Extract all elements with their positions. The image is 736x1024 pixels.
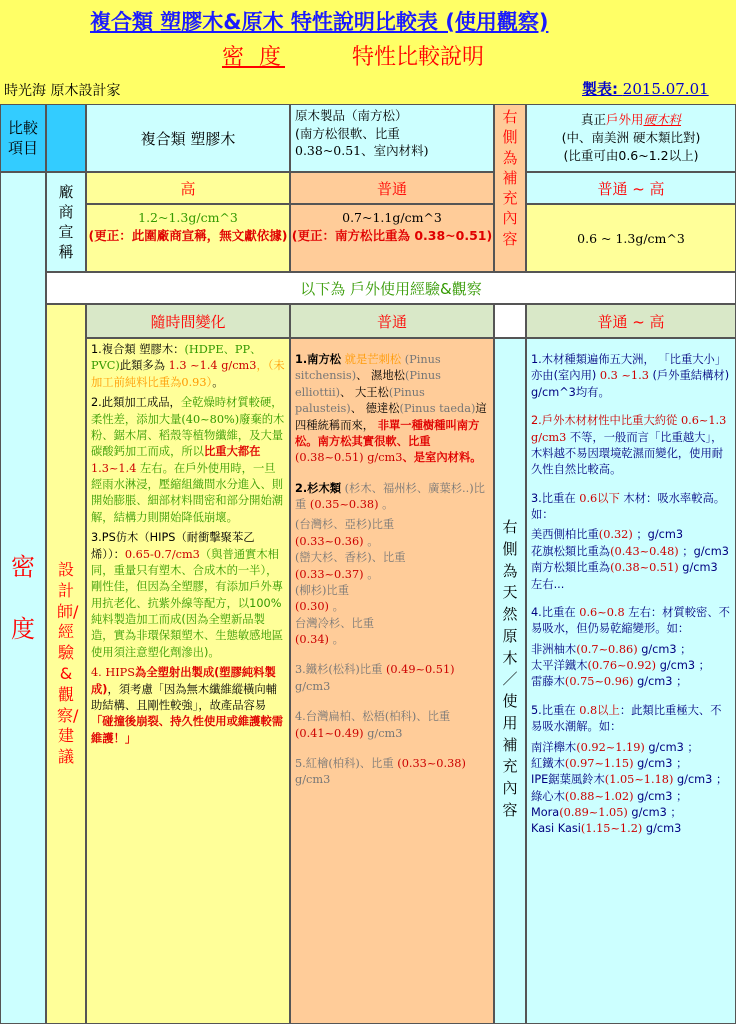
hardwood-species-name: 太平洋鐵木: [531, 659, 588, 672]
pine-p2-a: 2.杉木類: [295, 481, 342, 495]
composite-content: [86, 338, 290, 1024]
vendor-hardwood-level-text: 普通 ~ 高: [597, 179, 665, 198]
hardwood-species-item: [531, 756, 731, 772]
hardwood-p4-c: 左右：材質較密、不易吸水，但仍易乾縮變形。如：: [531, 605, 730, 636]
hardwood-header-line: (比重可由0.6~1.2以上): [563, 148, 699, 164]
pine-p2-b: (杉木、福州杉、廣葉杉..): [344, 481, 474, 495]
hardwood-p5-list: [531, 740, 731, 838]
vendor-composite-level-text: 高: [180, 179, 196, 198]
composite-p3: [91, 530, 285, 661]
hardwood-header-hardwood: 硬木料: [643, 111, 682, 127]
hardwood-species-unit: g/cm3 ；: [637, 789, 688, 803]
pine-p1-g: 、: [340, 385, 352, 399]
composite-p1: [91, 342, 285, 391]
designer-blank-cell: [494, 304, 526, 338]
composite-p3-b: 0.65-0.7/cm3: [124, 547, 200, 561]
pine-p3-b: (0.49~0.51): [385, 663, 455, 677]
vendor-composite-note: (更正：此圍廠商宣稱，無文獻依據): [88, 227, 288, 243]
hardwood-header-line: (中、南美洲 硬木類比對): [561, 129, 701, 145]
hardwood-species-item: [531, 805, 731, 821]
date-label: 製表:: [582, 80, 618, 98]
hardwood-header-true: 真正: [580, 111, 606, 127]
hardwood-species-item: [531, 740, 731, 756]
pine-p1-o: 南方松其實很軟、比重: [317, 434, 431, 448]
composite-p2-c: (40~80%): [181, 412, 240, 426]
vendor-label-cell: [46, 172, 86, 272]
hardwood-p4-list: [531, 642, 731, 691]
composite-p2-b: 全乾燥時材質較硬，柔性差，添加大量: [91, 396, 283, 426]
vendor-hardwood-level: [526, 172, 736, 204]
hardwood-species-item: [531, 789, 731, 805]
pine-p1-d: 、: [356, 369, 368, 383]
pine-p1-p: (0.38~0.51): [295, 451, 364, 465]
hardwood-species-value: (0.88~1.02): [564, 789, 634, 803]
pine-species-value: (0.33~0.36): [295, 534, 364, 548]
right-side-note-top: [494, 104, 526, 272]
date: [582, 78, 709, 99]
composite-p4-d: 「碰撞後崩裂、持久性使用或維護較需維護！」: [91, 715, 284, 745]
page-subtitle-density: 密 度: [222, 45, 285, 70]
pine-p2-d: (0.35~0.38): [309, 498, 379, 511]
composite-p1-a: 1.複合類 塑膠木：: [91, 343, 185, 356]
hardwood-species-item: [531, 658, 731, 674]
hardwood-species-name: 南洋櫸木: [531, 740, 577, 754]
right-side-note: 右側為補充內容: [502, 108, 518, 248]
hardwood-p4-b: 0.6~0.8: [579, 605, 625, 619]
hardwood-species-name: 南方松類比重為: [531, 561, 611, 575]
pine-p4-a: 4.台灣扁柏、松梧(柏科)、比重: [295, 710, 451, 724]
pine-p5-a: 5.紅檜(柏科)、比重: [295, 756, 394, 770]
vendor-composite-value-text: 1.2~1.3g/cm^3: [138, 210, 238, 225]
hardwood-p2: [531, 413, 731, 479]
composite-header-label: 複合類 塑膠木: [140, 129, 236, 148]
composite-p2: [91, 395, 285, 526]
pine-header-line: 0.38~0.51、室內材料): [295, 143, 429, 158]
composite-p3-a: 3.PS仿木（HIPS（耐衝擊聚苯乙烯））：: [91, 531, 255, 561]
hardwood-header: [526, 104, 736, 172]
date-value: 2015.07.01: [622, 80, 709, 98]
hardwood-species-unit: g/cm3 ；: [648, 740, 699, 754]
hardwood-species-unit: g/cm3 ；: [637, 756, 688, 770]
pine-p4: [295, 709, 489, 742]
pine-p5-c: g/cm3: [295, 773, 331, 787]
composite-p4-b: 為全塑射出製成(塑膠純料製成): [91, 666, 276, 696]
hardwood-species-unit: g/cm3: [645, 822, 682, 836]
pine-p2: [295, 481, 489, 514]
pine-header-line: 原木製品（南方松）: [295, 108, 408, 123]
hardwood-p2-c: g/cm3: [531, 430, 567, 444]
composite-p4-a: 4. HIPS: [91, 666, 136, 680]
hardwood-header-line1: [581, 111, 681, 129]
hardwood-p3: [531, 491, 731, 524]
pine-p3-c: g/cm3: [295, 679, 331, 693]
vendor-composite-level: [86, 172, 290, 204]
pine-species-name: (柳杉)比重: [295, 583, 350, 597]
blank-header-cell: [46, 104, 86, 172]
pine-p1-b: 就是芒刺松: [344, 353, 402, 366]
hardwood-p1-a: 1.木材種類遍佈五大洲，: [531, 353, 655, 366]
hardwood-p5-c: ：此類比重極大、不易吸水潮解。如：: [531, 703, 722, 734]
pine-species-name: 台灣冷杉、比重: [295, 616, 375, 630]
vendor-hardwood-value: [526, 204, 736, 272]
pine-p1-a: 1.南方松: [295, 353, 342, 366]
vendor-pine-level-text: 普通: [376, 179, 407, 198]
pine-p2-c: 比重: [295, 481, 485, 511]
designer-composite-level-text: 隨時間變化: [150, 312, 226, 331]
pine-p3-a: 3.鐵杉(松科)比重: [295, 663, 383, 677]
vendor-composite-value: [86, 204, 290, 272]
composite-p2-a: 2.此類加工成品，: [91, 396, 181, 410]
pine-p1-q: g/cm3: [367, 451, 403, 465]
hardwood-p5-b: 0.8以上: [579, 703, 620, 717]
vendor-label: 廠商宣稱: [58, 182, 74, 262]
composite-p1-c: 此類多為: [119, 359, 166, 373]
natural-note: 右側為天然原木／使用補充內容: [502, 518, 518, 819]
vendor-pine-value-text: 0.7~1.1g/cm^3: [342, 210, 442, 225]
pine-p1-c: (Pinus sitchensis): [295, 353, 441, 383]
hardwood-species-name: 花旗松類比重為: [531, 544, 611, 558]
composite-p2-g: 左右。在戶外使用時，一旦經雨水淋浸，壓縮組織間水分進入、則開始膨脹、細部材料間密和部分開始潮解，結構力則開始降低崩壞。: [91, 461, 284, 524]
pine-species-tail: 。: [367, 567, 379, 581]
pine-p1-l: (Pinus taeda): [399, 402, 476, 416]
designer-pine-level: [290, 304, 494, 338]
hardwood-p2-a: 2.戶外木材材性中比重大約從: [531, 414, 678, 428]
hardwood-p4-a: 4.比重在: [531, 605, 576, 619]
pine-species-value: (0.34): [295, 633, 329, 646]
hardwood-p3-a: 3.比重在: [531, 491, 576, 505]
hardwood-species-value: (0.7~0.86): [576, 642, 638, 656]
hardwood-species-unit: ；g/cm3: [682, 544, 729, 558]
hardwood-species-name: 紅鐵木: [531, 756, 565, 770]
designer-composite-level: [86, 304, 290, 338]
composite-p4: [91, 665, 285, 747]
hardwood-species-value: (0.97~1.15): [564, 756, 634, 770]
title-area: [0, 0, 736, 82]
hardwood-species-item: [531, 544, 731, 560]
hardwood-species-unit: g/cm3 ；: [637, 675, 688, 689]
experience-banner-text: 以下為 戶外使用經驗&觀察: [300, 279, 482, 298]
pine-species-name: (巒大杉、香杉)、比重: [295, 551, 406, 565]
hardwood-p3-list: [531, 527, 731, 593]
vendor-hardwood-value-text: 0.6 ~ 1.3g/cm^3: [577, 230, 685, 246]
hardwood-p1-d: (戶外重結構材): [652, 369, 730, 383]
hardwood-species-item: [531, 527, 731, 543]
hardwood-species-item: [531, 674, 731, 690]
vendor-pine-value: [290, 204, 494, 272]
designer-label: 設計師/經驗&觀察/建議: [57, 560, 79, 767]
hardwood-species-value: (0.92~1.19): [576, 740, 645, 754]
hardwood-p1-c: 0.3 ~1.3: [599, 369, 649, 383]
hardwood-species-value: (0.43~0.48): [610, 544, 679, 558]
density-row-label: [0, 172, 46, 1024]
pine-header-line: (南方松很軟、比重: [295, 125, 400, 141]
hardwood-species-unit: ；g/cm3: [636, 528, 684, 542]
composite-p2-e: 比重大都在: [203, 445, 261, 459]
hardwood-content: [526, 338, 736, 1024]
hardwood-species-name: 非洲柚木: [531, 642, 577, 656]
pine-p1-r: 、是室內材料。: [402, 451, 482, 465]
pine-p1: [295, 352, 489, 467]
pine-p1-k: 德達松: [365, 402, 400, 416]
pine-p1-j: 、: [350, 402, 363, 416]
hardwood-p4: [531, 605, 731, 638]
hardwood-species-item: [531, 642, 731, 658]
hardwood-p3-b: 0.6以下: [579, 491, 620, 505]
item-label: 比較項目: [7, 118, 38, 157]
pine-species-item: [295, 517, 489, 550]
pine-species-item: [295, 583, 489, 616]
pine-species-tail: 。: [332, 633, 344, 646]
pine-species-tail: 。: [332, 600, 344, 614]
pine-species-item: [295, 616, 489, 649]
pine-p1-h: 大王松: [354, 385, 389, 399]
pine-content: [290, 338, 494, 1024]
composite-p1-f: 。: [212, 375, 224, 389]
hardwood-species-value: (1.05~1.18): [604, 773, 674, 787]
composite-p4-c: ，須考慮「因為無木纖維縱橫向輔助結構、且剛性較強」，故產品容易: [91, 682, 277, 712]
hardwood-p1: [531, 352, 731, 401]
hardwood-species-unit: g/cm3 ；: [659, 659, 710, 672]
pine-p5: [295, 756, 489, 789]
hardwood-species-name: Kasi Kasi: [531, 822, 581, 836]
vendor-pine-level: [290, 172, 494, 204]
pine-p3: [295, 662, 489, 695]
page-title: 複合類 塑膠木&原木 特性說明比較表 (使用觀察): [90, 10, 549, 34]
hardwood-p1-b: 「比重大小」亦由(室內用): [531, 353, 727, 383]
composite-p2-f: 1.3~1.4: [91, 461, 137, 475]
pine-header: [290, 104, 494, 172]
hardwood-p3-c: 木材：吸水率較高。如：: [531, 491, 726, 521]
hardwood-p2-b: 0.6~1.3: [680, 414, 727, 428]
pine-species-value: (0.33~0.37): [295, 567, 364, 581]
hardwood-species-unit: g/cm3 左右...: [531, 561, 718, 591]
pine-p1-n: 非單一種樹種叫南方松。: [295, 418, 480, 448]
hardwood-species-name: 美西側柏比重: [531, 528, 599, 542]
composite-p1-e: ，（未加工前純料比重為0.93）: [91, 359, 285, 389]
pine-species-name: (台灣杉、亞杉)比重: [295, 518, 395, 532]
vendor-pine-note: (更正：南方松比重為 0.38~0.51): [291, 227, 493, 243]
composite-header: [86, 104, 290, 172]
pine-p2-list: [295, 517, 489, 648]
item-label-cell: [0, 104, 46, 172]
pine-p2-e: 。: [382, 498, 394, 511]
hardwood-species-value: (0.38~0.51): [610, 561, 679, 575]
hardwood-species-item: [531, 821, 731, 837]
pine-p4-b: (0.41~0.49): [295, 726, 364, 740]
page-subtitle-desc: 特性比較說明: [352, 45, 485, 70]
pine-p1-m: 這四種統稱而來，: [295, 402, 487, 432]
hardwood-p1-e: g/cm^3均有。: [531, 385, 610, 399]
composite-p1-b: (HDPE、PP、PVC): [91, 343, 262, 373]
hardwood-species-unit: g/cm3 ；: [676, 773, 728, 787]
designer-label-cell: [46, 304, 86, 1024]
hardwood-species-item: [531, 560, 731, 593]
hardwood-species-name: Mora: [531, 806, 560, 819]
hardwood-species-unit: g/cm3 ；: [641, 642, 692, 656]
pine-species-item: [295, 550, 489, 583]
hardwood-species-value: (0.89~1.05): [559, 806, 628, 819]
density-label: 密度: [11, 552, 35, 643]
hardwood-species-value: (0.75~0.96): [564, 675, 634, 689]
pine-p1-e: 濕地松: [371, 369, 405, 383]
hardwood-species-value: (0.76~0.92): [587, 659, 657, 672]
hardwood-p2-d: 不等，一般而言「比重越大」，木料越不易因環境乾濕而變化，使用耐久性自然比較高。: [531, 430, 724, 477]
hardwood-header-outdoor: 戶外用: [605, 111, 644, 127]
pine-species-value: (0.30): [295, 600, 329, 614]
hardwood-species-value: (1.15~1.2): [580, 822, 643, 836]
composite-p1-d: 1.3 ~1.4 g/cm3: [168, 359, 257, 373]
pine-p5-b: (0.33~0.38): [397, 756, 466, 770]
hardwood-species-unit: g/cm3 ；: [631, 806, 682, 819]
composite-p3-c: （與普通實木相同，重量只有塑木、合成木的一半），剛性佳，但因為全塑膠，有添加戶外專用抗老化、抗紫外線等配方，以100%純料製造加工而成(因為全塑新品製造，實為非環保類塑木、生態敏感地區使用須注意塑化劑滲出)。: [91, 547, 284, 659]
experience-banner: [46, 272, 736, 304]
designer-hardwood-level-text: 普通 ~ 高: [597, 312, 665, 331]
pine-p1-i: (Pinus palusteis): [295, 385, 425, 416]
pine-species-tail: 。: [367, 534, 379, 548]
pine-p1-f: (Pinus elliottii): [295, 369, 441, 399]
hardwood-species-value: (0.32): [598, 528, 633, 542]
hardwood-species-item: [531, 772, 731, 788]
designer-pine-level-text: 普通: [376, 312, 407, 331]
hardwood-species-name: 雷藤木: [531, 675, 565, 689]
hardwood-species-name: IPE鋸葉風鈴木: [531, 773, 605, 787]
hardwood-p5-a: 5.比重在: [531, 703, 576, 717]
designer-hardwood-level: [526, 304, 736, 338]
hardwood-p5: [531, 703, 731, 736]
composite-p2-d: 廢棄的木粉、鋸木屑、稻殼等植物纖維，及大量碳酸鈣加工而成，所以: [91, 412, 285, 459]
pine-p4-c: g/cm3: [367, 726, 403, 740]
author: 時光海 原木設計家: [4, 83, 121, 99]
hardwood-species-name: 綠心木: [531, 789, 565, 803]
right-side-natural-note: [494, 338, 526, 1024]
